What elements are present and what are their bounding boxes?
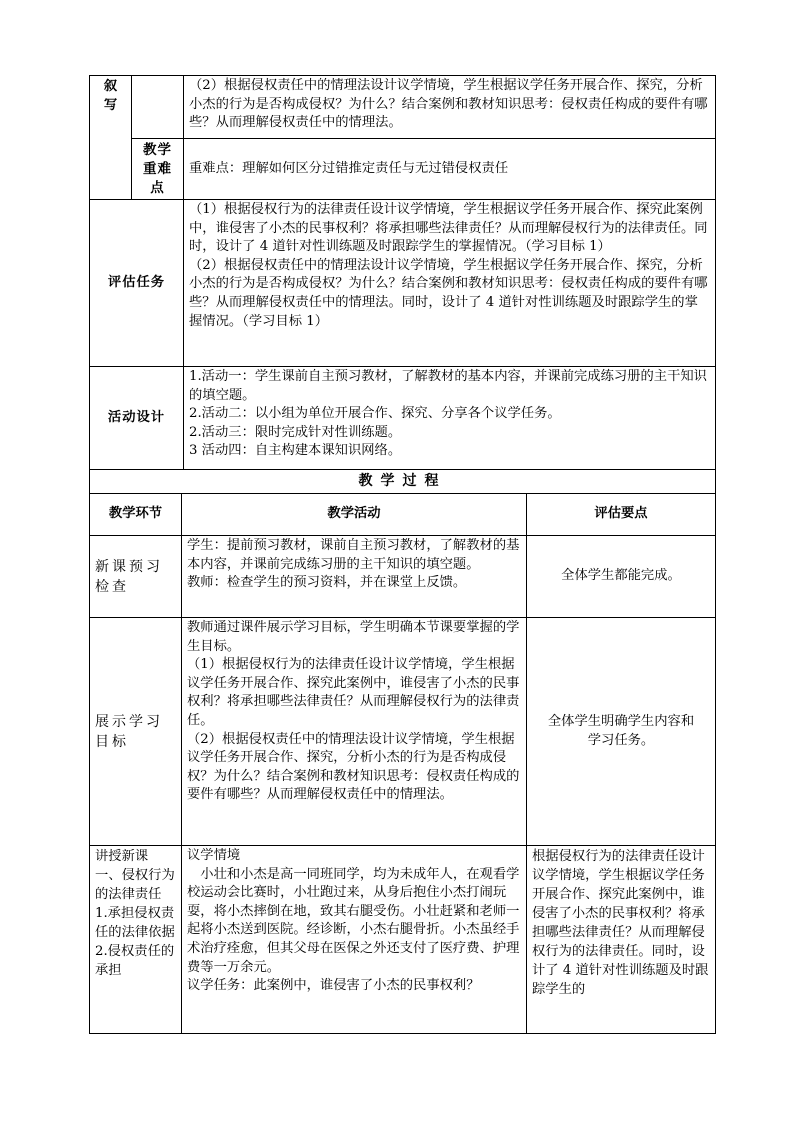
zhongnandian-text: 重难点：理解如何区分过错推定责任与无过错侵权责任	[184, 139, 716, 200]
huodong-item: 3 活动四：自主构建本课知识网络。	[189, 443, 402, 459]
activity-new-lesson	[182, 846, 527, 1034]
lesson-plan-page	[89, 75, 715, 1034]
top-table	[89, 75, 716, 470]
pinggu-paragraph-1: （1）根据侵权行为的法律责任设计议学情境，学生根据议学任务开展合作、探究此案例中，谁侵害了小杰的民事权利？将承担哪些法律责任？从而理解侵权行为的法律责任。同时，设计了 4 道针对性训练题及时跟踪学生的掌握情况。（学习目标 1）	[189, 202, 708, 255]
header-points: 评估要点	[527, 494, 716, 536]
huodong-list	[184, 367, 716, 470]
activity-paragraph: 小壮和小杰是高一同班同学，均为未成年人，在观看学校运动会比赛时，小壮跑过来，从身后抱住小杰打闹玩耍，将小杰摔倒在地，致其右腿受伤。小壮赶紧和老师一起将小杰送到医院。经诊断，小杰右腿骨折。小杰虽经手术治疗痊愈，但其父母在医保之外还支付了医疗费、护理费等一万余元。	[187, 866, 520, 975]
points-new-lesson: 根据侵权行为的法律责任设计议学情境，学生根据议学任务开展合作、探究此案例中，谁侵害了小杰的民事权利？将承担哪些法律责任？从而理解侵权行为的法律责任。同时，设计了 4 道针对性训练题及时跟踪学生的	[527, 846, 716, 1034]
points-objectives: 全体学生明确学生内容和学习任务。	[527, 618, 716, 846]
xuxie-label: 叙 写	[90, 76, 132, 200]
pinggu-label: 评估任务	[90, 200, 184, 367]
process-table	[89, 469, 716, 1034]
zhongnandian-label: 教学重难点	[132, 139, 184, 200]
activity-paragraph: 议学任务：此案例中，谁侵害了小杰的民事权利？	[187, 978, 480, 994]
stage-objectives: 展示学习目标	[90, 618, 182, 846]
pinggu-paragraph-2: （2）根据侵权责任中的情理法设计议学情境，学生根据议学任务开展合作、探究，分析小杰的行为是否构成侵权？为什么？结合案例和教材知识思考：侵权责任构成的要件有哪些？从而理解侵权责任中的情理法。同时，设计了 4 道针对性训练题及时跟踪学生的掌握情况。（学习目标 1）	[189, 257, 708, 329]
stage-new-lesson: 讲授新课 一、侵权行为的法律责任 1.承担侵权责任的法律依据 2.侵权责任的承担	[90, 846, 182, 1034]
header-stage: 教学环节	[90, 494, 182, 536]
huodong-item: 2.活动三：限时完成针对性训练题。	[189, 424, 402, 440]
activity-preview	[182, 536, 527, 618]
row1-text: （2）根据侵权责任中的情理法设计议学情境，学生根据议学任务开展合作、探究，分析小杰的行为是否构成侵权？为什么？结合案例和教材知识思考：侵权责任构成的要件有哪些？从而理解侵权责任中的情理法。	[184, 76, 716, 139]
activity-paragraph: （2）根据侵权责任中的情理法设计议学情境，学生根据议学任务开展合作、探究，分析小杰的行为是否构成侵权？为什么？结合案例和教材知识思考：侵权责任构成的要件有哪些？从而理解侵权责任中的情理法。	[187, 731, 520, 803]
activity-paragraph: 教师：检查学生的预习资料，并在课堂上反馈。	[187, 575, 467, 591]
activity-paragraph: （1）根据侵权行为的法律责任设计议学情境，学生根据议学任务开展合作、探究此案例中，谁侵害了小杰的民事权利？将承担哪些法律责任？从而理解侵权行为的法律责任。	[187, 657, 520, 728]
pinggu-text	[184, 200, 716, 367]
header-activity: 教学活动	[182, 494, 527, 536]
activity-paragraph: 教师通过课件展示学习目标，学生明确本节课要掌握的学生目标。	[187, 620, 520, 654]
huodong-item: 2.活动二：以小组为单位开展合作、探究、分享各个议学任务。	[189, 406, 561, 422]
huodong-label: 活动设计	[90, 367, 184, 470]
stage-preview: 新课预习检查	[90, 536, 182, 618]
process-title: 教学过程	[90, 470, 716, 494]
activity-paragraph: 议学情境	[187, 848, 241, 863]
points-preview: 全体学生都能完成。	[527, 536, 716, 618]
huodong-item: 1.活动一：学生课前自主预习教材，了解教材的基本内容，并课前完成练习册的主干知识的填空题。	[189, 369, 707, 403]
activity-paragraph: 学生：提前预习教材，课前自主预习教材，了解教材的基本内容，并课前完成练习册的主干知识的填空题。	[187, 538, 520, 572]
empty-cell	[132, 76, 184, 139]
activity-objectives	[182, 618, 527, 846]
